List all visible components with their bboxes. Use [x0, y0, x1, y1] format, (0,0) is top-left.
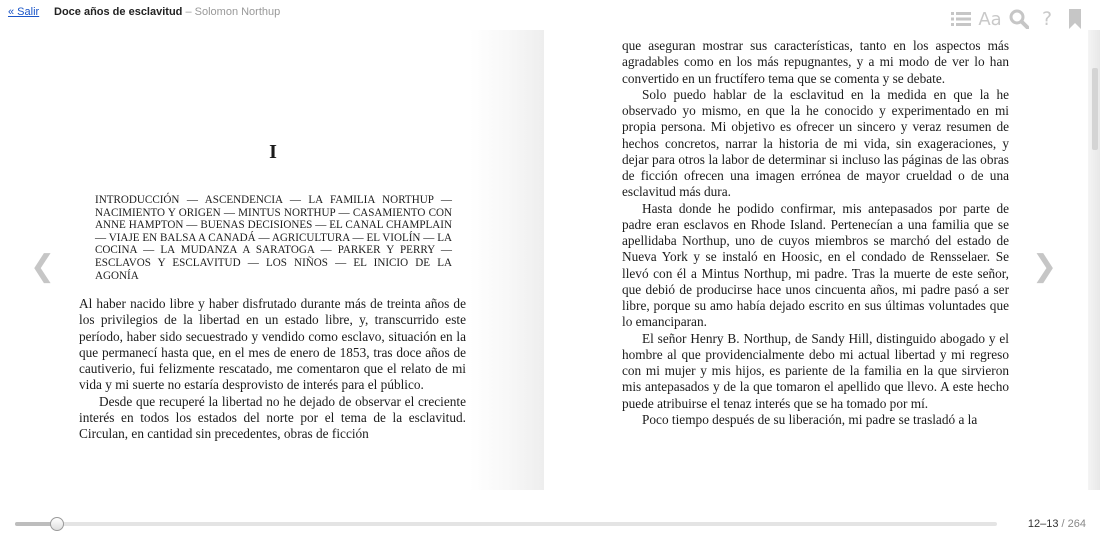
progress-slider-handle[interactable]: [50, 517, 64, 531]
previous-page-button[interactable]: ❮: [30, 249, 56, 284]
scrollbar-thumb[interactable]: [1092, 68, 1098, 150]
chapter-number: I: [269, 141, 277, 163]
search-icon[interactable]: [1008, 8, 1030, 30]
contents-icon[interactable]: [950, 8, 972, 30]
paragraph: Solo puedo hablar de la esclavitud en la medida en que la he observado yo mismo, en que la he conocido y experimentado en mi propia persona. Mi objetivo es ofrecer un sincero y veraz resumen de hechos concretos, narrar la historia de mi vida, sin exageraciones, y dejar para otros la labor de determinar si incluso las páginas de las obras de ficción ofrecen una imagen errónea de mayor crueldad o de una esclavitud más dura.: [622, 86, 1009, 200]
paragraph: El señor Henry B. Northup, de Sandy Hill, distinguido abogado y el hombre al que providencialmente debo mi actual libertad y mi regreso con mi mujer y mis hijos, es pariente de la familia en la que sirvieron mis antepasados y de la que tomaron el apellido que llevo. A este hecho puede atribuirse el tenaz interés que se ha tomado por mí.: [622, 330, 1009, 411]
book-title: Doce años de esclavitud: [54, 6, 183, 18]
title-separator: –: [185, 6, 192, 18]
paragraph: Al haber nacido libre y haber disfrutado durante más de treinta años de los privilegios de la libertad en un estado libre, y, transcurrido este período, haber sido secuestrado y vendido como esclavo, situación en la que permanecí hasta que, en el mes de enero de 1853, tras doce años de cautiverio, fui felizmente rescatado, me comentaron que el relato de mi vida y mi suerte no estaría desprovisto de interés para el público.: [79, 296, 466, 393]
book-author: Solomon Northup: [194, 6, 281, 18]
right-page: [622, 38, 1009, 428]
bottom-bar: [0, 508, 1100, 537]
paragraph: Desde que recuperé la libertad no he dejado de observar el creciente interés en todos los estados del norte por el tema de la esclavitud. Circulan, en cantidad sin precedentes, obras de ficción: [79, 393, 466, 442]
paragraph: Hasta donde he podido confirmar, mis antepasados por parte de padre eran esclavos en Rhode Island. Pertenecían a una familia que se apellidaba Northup, uno de cuyos miembros se marchó del estado de Nueva York y se instaló en Hoosic, en el condado de Rensselaer. Se llevó con él a Mintus Northup, mi padre. Tras la muerte de este señor, que debió de producirse hace unos cincuenta años, mi padre pasó a ser libre, porque su amo había dejado escrito en sus últimas voluntades que lo emanciparan.: [622, 200, 1009, 330]
book-title-bar: [54, 6, 280, 18]
page-indicator: [1028, 518, 1086, 530]
paragraph: que aseguran mostrar sus características, tanto en los aspectos más agradables como en los más repugnantes, y a mi modo de ver lo han convertido en un fructífero tema que se comenta y se debate.: [622, 38, 1009, 86]
chapter-summary: [95, 194, 452, 282]
chapter-summary-text: INTRODUCCIÓN — ASCENDENCIA — LA FAMILIA NORTHUP — NACIMIENTO Y ORIGEN — MINTUS NORTHUP — CASAMIENTO CON ANNE HAMPTON — BUENAS DECISIONES — EL CANAL CHAMPLAIN — VIAJE EN BALSA A CANADÁ — AGRICULTURA — EL VIOLÍN — LA COCINA — LA MUDANZA A SARATOGA — PARKER Y PERRY — ESCLAVOS Y ESCLAVITUD — LOS NIÑOS — EL INICIO DE LA AGONÍA: [95, 194, 452, 282]
next-page-button[interactable]: ❯: [1032, 249, 1058, 284]
help-icon[interactable]: ?: [1041, 8, 1053, 30]
bookmark-icon[interactable]: [1064, 8, 1086, 30]
reader-toolbar: [950, 8, 1086, 30]
page-gutter-shadow: [470, 30, 544, 490]
left-page: [79, 142, 466, 442]
font-size-icon[interactable]: Aa: [978, 8, 1002, 30]
top-bar: [0, 0, 1100, 30]
paragraph: Poco tiempo después de su liberación, mi padre se trasladó a la: [642, 411, 978, 427]
current-pages: 12–13: [1027, 518, 1059, 530]
page-separator: /: [1061, 518, 1065, 530]
exit-link[interactable]: « Salir: [8, 6, 40, 18]
total-pages: 264: [1067, 518, 1086, 530]
reading-progress-slider[interactable]: [15, 522, 997, 526]
vertical-scrollbar[interactable]: [1088, 30, 1100, 490]
